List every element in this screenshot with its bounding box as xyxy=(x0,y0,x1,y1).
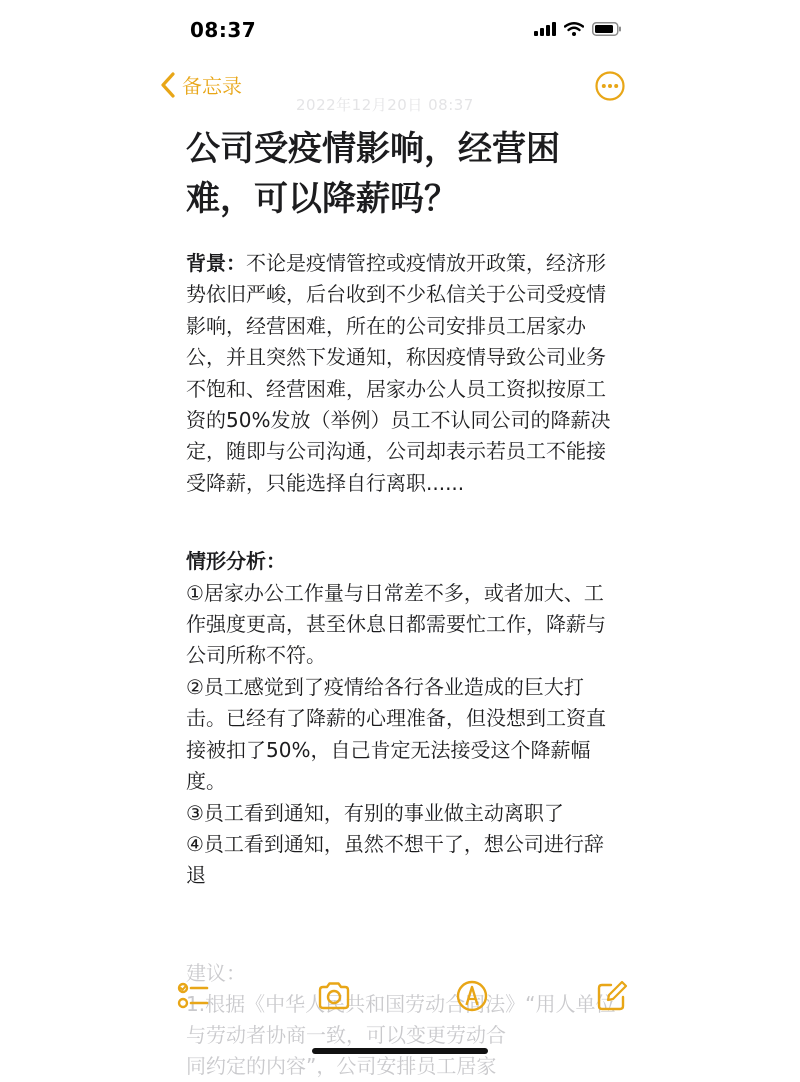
pen-circle-icon[interactable] xyxy=(452,976,492,1016)
status-time: 08:37 xyxy=(190,18,257,42)
analysis-heading xyxy=(186,546,614,577)
bottom-toolbar xyxy=(0,976,800,1020)
back-button[interactable] xyxy=(160,70,242,99)
camera-icon[interactable] xyxy=(314,976,354,1016)
paragraph-gap xyxy=(186,499,614,546)
analysis-item-3: ③员工看到通知，有别的事业做主动离职了 xyxy=(186,800,564,825)
home-indicator[interactable] xyxy=(312,1048,488,1054)
back-label: 备忘录 xyxy=(182,74,242,98)
analysis-item-1: ①居家办公工作量与日常差不多，或者加大、工作强度更高，甚至休息日都需要忙工作，降薪与公司所称不符。 xyxy=(186,580,606,668)
chevron-left-icon xyxy=(160,72,176,98)
note-title[interactable]: 公司受疫情影响，经营困难，可以降薪吗？ xyxy=(186,129,560,219)
note-date: 2022年12月20日 08:37 xyxy=(296,96,474,114)
faded-heading: 建议： xyxy=(186,961,246,985)
analysis-item-2: ②员工感觉到了疫情给各行各业造成的巨大打击。已经有了降薪的心理准备，但没想到工资直接被扣了50%，自己肯定无法接受这个降薪幅度。 xyxy=(186,674,606,794)
ellipsis-circle-icon[interactable] xyxy=(594,70,626,102)
analysis-label: 情形分析： xyxy=(186,549,286,574)
status-icons xyxy=(534,22,622,36)
background-text: 不论是疫情管控或疫情放开政策，经济形势依旧严峻，后台收到不少私信关于公司受疫情影响，经营困难，所在的公司安排员工居家办公，并且突然下发通知，称因疫情导致公司业务不饱和、经营困难，居家办公人员工资拟按原工资的50%发放（举例）员工不认同公司的降薪决定，随即与公司沟通，公司却表示若员工不能接受降薪，只能选择自行离职...... xyxy=(186,251,611,495)
background-paragraph xyxy=(186,248,614,499)
faded-line-1: 1.根据《中华人民共和国劳动合同法》“用人单位与劳动者协商一致，可以变更劳动合 xyxy=(186,992,616,1047)
cellular-signal-icon xyxy=(534,22,556,36)
background-label: 背景： xyxy=(186,251,246,275)
compose-icon[interactable] xyxy=(592,976,632,1016)
checklist-icon[interactable] xyxy=(174,976,214,1016)
note-body[interactable] xyxy=(186,248,614,892)
analysis-item-4: ④员工看到通知，虽然不想干了，想公司进行辞退 xyxy=(186,831,604,888)
wifi-icon xyxy=(564,22,584,36)
battery-icon xyxy=(592,22,622,36)
faded-line-2: 同约定的内容”，公司安排员工居家 xyxy=(186,1054,497,1078)
status-bar xyxy=(0,0,800,60)
